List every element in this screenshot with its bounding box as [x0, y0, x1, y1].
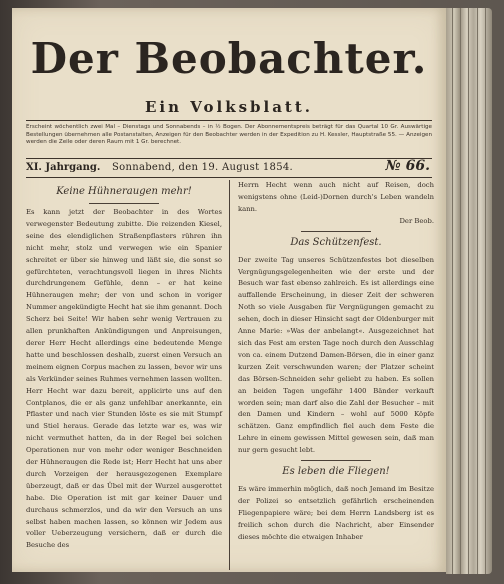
column-divider: [229, 180, 230, 570]
newspaper-page: [12, 8, 446, 572]
section-rule: [301, 460, 371, 461]
article-body: Der zweite Tag unseres Schützenfestes bot dieselben Vergnügungsgelegenheiten wie der erste und der Besuch war fast ebenso zahlreich. Es ist allerdings eine auffallende Erscheinung, in dieser Zeit der schweren Noth so viele Ausgaben für Vergnügungen gemacht zu sehen, doch in dieser Hinsicht sagt der Oldenburger mit Anne Marie: »Was der anbelangt«. Ausgezeichnet hat sich das Fest am ersten Tage noch durch den Ausschlag von ca. einem Dutzend Damen-Börsen, die in einer ganz kurzen Zeit verschwunden waren; der Platzer scheint das Börsen-Schneiden sehr geliebt zu haben. Es sollen an beiden Tagen ungefähr 1400 Bänder verkauft worden sein; man darf also die Zahl der Besucher – mit den Damen und Kindern – wohl auf 5000 Köpfe schätzen. Ganz empfindlich fiel auch dem Feste die Lehre in einem gewissen Mittel gewesen sein, daß man nur gern gesucht lebt.: [238, 255, 434, 455]
masthead-subtitle: Ein Volksblatt.: [144, 98, 314, 116]
issue-number: № 66.: [385, 158, 430, 174]
article-body: Es wäre immerhin möglich, daß noch Jemand im Besitze der Polizei so entsetzlich gefährlich erscheinenden Fliegenpapiere wäre; bei dem Herrn Landsberg ist es freilich schon durch die Nachricht, aber Einsender dieses möchte die etwaigen Inhaber: [238, 485, 434, 541]
book-binding: [446, 8, 492, 574]
rule-top: [26, 120, 432, 121]
article-signature: Der Beob.: [399, 216, 434, 225]
volume: XI. Jahrgang.: [26, 162, 101, 173]
article-body: Es kann jetzt der Beobachter in des Wortes verwegenster Bedeutung zubitte. Die reizenden Kiesel, seine des elendiglichen Straßenpflasters rühren ihn nicht mehr, stolz und verwegen wie ein Spanier schreitet er über sie hinweg und läßt sie, die sonst so gefürchteten, verachtungsvoll liegen in ihres Nichts durchdrungenem Gefühle, denn – er hat keine Hühneraugen mehr; der von und schon in voriger Nummer angekündigte Hecht hat sie ihm genannt. Doch Scherz bei Seite! Wir haben sehr wenig Vertrauen zu allen prunkhaften Ankündigungen und Anpreisungen, derer Herr Hecht allerdings eine bedeutende Menge hatte und beschlossen deshalb, zuerst einen Versuch an meinem eignen Corpus machen zu lassen, bevor wir uns als Verkünder seines Ruhmes vernehmen lassen wollten. Herr Hecht war dazu bereit, applicirte uns auf den Contplanos, die er als ganz unfehlbar anerkannte, ein Pflaster und nach vier Stunden löste es sie mit Stumpf und Stiel heraus. Gerade das letzte war es, was wir nicht vermuthet hatten, da in der Regel bei solchen Operationen nur von mehr oder weniger Beschneiden der Hühneraugen die Rede ist; Herr Hecht hat uns aber durch Vorzeigen der herausgezogenen Exemplare überzeugt, daß er das Übel mit der Wurzel ausgerottet habe. Die Operation ist mit gar keiner Dauer und durchaus schmerzlos, und da wir den Versuch an uns selbst haben machen lassen, so können wir Jedem aus voller Ueberzeugung versichern, daß er durch die Besuche des: [26, 208, 223, 550]
article-headline: Das Schützenfest.: [290, 236, 382, 248]
section-rule: [301, 231, 371, 232]
issue-date: Sonnabend, den 19. August 1854.: [112, 162, 294, 173]
article-continuation: Herrn Hecht wenn auch nicht auf Reisen, doch wenigstens ohne (Leid-)Dornen durch's Leben wandeln kann.: [238, 181, 434, 213]
article-headline: Es leben die Fliegen!: [282, 466, 390, 478]
rule-dateline-bottom: [26, 177, 432, 178]
left-column: [26, 180, 222, 552]
masthead-title: Der Beobachter.: [30, 34, 428, 83]
rule-notice-bottom: [26, 158, 432, 159]
subscription-notice: Erscheint wöchentlich zwei Mal – Dienstags und Sonnabends – in ½ Bogen. Der Abonnementspreis beträgt für das Quartal 10 Gr. Auswärtige Bestellungen übernehmen alle Postanstalten, Anzeigen für den Beobachter werden in der Expedition zu H. Kessler, Hauptstraße 55. — Anzeigen werden die Zeile oder deren Raum mit 1 Gr. berechnet.: [26, 124, 432, 146]
dateline: [26, 158, 432, 175]
right-column: [238, 180, 434, 544]
headline-rule: [89, 203, 159, 204]
article-headline: Keine Hühneraugen mehr!: [56, 186, 192, 197]
